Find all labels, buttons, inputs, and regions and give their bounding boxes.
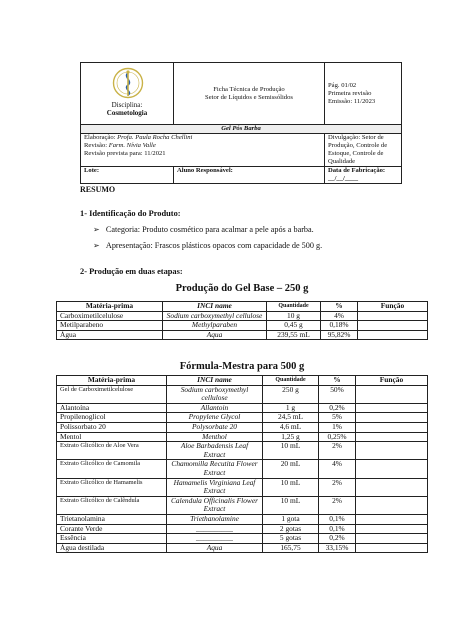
- inci-cell: Menthol: [167, 432, 263, 442]
- inci-cell: Aqua: [163, 330, 267, 340]
- percent-cell: 4%: [321, 311, 358, 321]
- function-cell: [356, 460, 428, 478]
- divulgation: Divulgação: Setor de Produção, Controle de Estoque, Controle de Qualidade: [325, 134, 402, 167]
- inci-cell: Sodium carboxymethyl cellulose: [167, 385, 263, 403]
- function-cell: [356, 422, 428, 432]
- function-cell: [356, 478, 428, 496]
- percent-cell: 33,15%: [319, 543, 356, 553]
- page-number: Pág. 01/02: [328, 81, 357, 89]
- function-cell: [356, 524, 428, 534]
- table-row: [57, 311, 428, 321]
- inci-cell: Hamamelis Virginiana Leaf Extract: [167, 478, 263, 496]
- discipline-name: Cosmetologia: [106, 109, 148, 117]
- col-percent: %: [319, 376, 356, 386]
- presentation-text: Apresentação: Frascos plásticos opacos com capacidade de 500 g.: [105, 241, 323, 250]
- header-table: [80, 62, 402, 184]
- center-title-cell: [174, 63, 325, 125]
- inci-cell: Sodium carboxymethyl cellulose: [163, 311, 267, 321]
- materia-cell: Gel de Carboximetilcelulose: [57, 385, 167, 403]
- category-text: Categoria: Produto cosmético para acalmar a pele após a barba.: [105, 225, 314, 234]
- quantity-cell: 2 gotas: [263, 524, 319, 534]
- quantity-cell: 5 gotas: [263, 534, 319, 544]
- percent-cell: 0,2%: [319, 534, 356, 544]
- function-cell: [358, 321, 428, 331]
- table-row: [57, 496, 428, 514]
- function-cell: [356, 496, 428, 514]
- function-cell: [356, 432, 428, 442]
- quantity-cell: 0,45 g: [267, 321, 321, 331]
- materia-cell: Extrato Glicólico de Aloe Vera: [57, 442, 167, 460]
- percent-cell: 0,1%: [319, 524, 356, 534]
- logo-cell: [81, 63, 174, 125]
- materia-cell: Metilparabeno: [57, 321, 163, 331]
- percent-cell: 1%: [319, 422, 356, 432]
- col-funcao: Função: [356, 376, 428, 386]
- reviewer-name: Farm. Nívia Valle: [108, 142, 156, 149]
- inci-cell: Aloe Barbadensis Leaf Extract: [167, 442, 263, 460]
- responsible-label: Aluno Responsável:: [174, 167, 325, 184]
- bullet-category: [93, 224, 314, 234]
- elaboration-label: Elaboração:: [84, 134, 116, 141]
- gel-base-table: [56, 301, 428, 340]
- quantity-cell: 1,25 g: [263, 432, 319, 442]
- elaboration-name: Profa. Paula Rocha Chellini: [117, 134, 193, 141]
- function-cell: [358, 330, 428, 340]
- discipline-label: Disciplina:: [111, 101, 143, 109]
- materia-cell: Água: [57, 330, 163, 340]
- quantity-cell: 165,75: [263, 543, 319, 553]
- materia-cell: Extrato Glicólico de Hamamelis: [57, 478, 167, 496]
- col-quantidade: Quantidade: [267, 302, 321, 312]
- function-cell: [356, 534, 428, 544]
- function-cell: [356, 442, 428, 460]
- percent-cell: 50%: [319, 385, 356, 403]
- percent-cell: 2%: [319, 478, 356, 496]
- percent-cell: 5%: [319, 413, 356, 423]
- quantity-cell: 20 mL: [263, 460, 319, 478]
- quantity-cell: 10 mL: [263, 478, 319, 496]
- table-row: [57, 422, 428, 432]
- materia-cell: Mentol: [57, 432, 167, 442]
- table-row: [57, 534, 428, 544]
- quantity-cell: 24,5 mL: [263, 413, 319, 423]
- function-cell: [356, 413, 428, 423]
- page-info-cell: [325, 63, 402, 125]
- col-inci: INCI name: [163, 302, 267, 312]
- quantity-cell: 1 g: [263, 403, 319, 413]
- inci-cell: Aqua: [167, 543, 263, 553]
- quantity-cell: 10 mL: [263, 442, 319, 460]
- percent-cell: 0,18%: [321, 321, 358, 331]
- lote-label: Lote:: [81, 167, 174, 184]
- function-cell: [356, 403, 428, 413]
- materia-cell: Propilenoglicol: [57, 413, 167, 423]
- inci-cell: Calendula Officinalis Flower Extract: [167, 496, 263, 514]
- table2-title: Fórmula-Mestra para 500 g: [179, 361, 305, 372]
- section-1-heading: 1- Identificação do Produto:: [80, 209, 181, 218]
- col-inci: INCI name: [167, 376, 263, 386]
- inci-cell: Chamomilla Recutita Flower Extract: [167, 460, 263, 478]
- inci-cell: Triethanolamine: [167, 514, 263, 524]
- inci-cell: Methylparaben: [163, 321, 267, 331]
- next-revision: Revisão prevista para: 11/2021: [84, 150, 166, 157]
- col-funcao: Função: [358, 302, 428, 312]
- percent-cell: 2%: [319, 442, 356, 460]
- table-row: [57, 543, 428, 553]
- materia-cell: Extrato Glicólico de Calêndula: [57, 496, 167, 514]
- section-2-heading: 2- Produção em duas etapas:: [80, 267, 183, 276]
- table-row: [57, 385, 428, 403]
- percent-cell: 4%: [319, 460, 356, 478]
- inci-cell: Polysorbate 20: [167, 422, 263, 432]
- table-row: [57, 478, 428, 496]
- table-row: [57, 403, 428, 413]
- emission-date: Emissão: 11/2023: [328, 97, 376, 105]
- quantity-cell: 239,55 mL: [267, 330, 321, 340]
- quantity-cell: 250 g: [263, 385, 319, 403]
- quantity-cell: 1 gota: [263, 514, 319, 524]
- table-row: [57, 460, 428, 478]
- bullet-presentation: [93, 240, 322, 250]
- arrow-bullet-icon: ➢: [93, 225, 100, 234]
- percent-cell: 0,2%: [319, 403, 356, 413]
- function-cell: [356, 514, 428, 524]
- revision-label: Primeira revisão: [328, 89, 372, 97]
- materia-cell: Corante Verde: [57, 524, 167, 534]
- fabrication-date: Data de Fabricação: __/__/____: [325, 167, 402, 184]
- revision-label-2: Revisão:: [84, 142, 108, 149]
- materia-cell: Trietanolamina: [57, 514, 167, 524]
- inci-cell: __________: [167, 534, 263, 544]
- quantity-cell: 4,6 mL: [263, 422, 319, 432]
- inci-cell: Allantoin: [167, 403, 263, 413]
- materia-cell: Água destilada: [57, 543, 167, 553]
- col-materia: Matéria-prima: [57, 376, 167, 386]
- materia-cell: Alantoína: [57, 403, 167, 413]
- inci-cell: __________: [167, 524, 263, 534]
- percent-cell: 0,1%: [319, 514, 356, 524]
- sector-title: Setor de Líquidos e Semissólidos: [205, 93, 293, 101]
- quantity-cell: 10 mL: [263, 496, 319, 514]
- col-quantidade: Quantidade: [263, 376, 319, 386]
- table-row: [57, 321, 428, 331]
- materia-cell: Carboximetilcelulose: [57, 311, 163, 321]
- col-materia: Matéria-prima: [57, 302, 163, 312]
- table-row: [57, 514, 428, 524]
- materia-cell: Polissorbato 20: [57, 422, 167, 432]
- resumo-heading: RESUMO: [80, 185, 116, 194]
- materia-cell: Essência: [57, 534, 167, 544]
- function-cell: [356, 543, 428, 553]
- table-row: [57, 442, 428, 460]
- university-seal-icon: [112, 67, 144, 101]
- materia-cell: Extrato Glicólico de Camomila: [57, 460, 167, 478]
- percent-cell: 95,82%: [321, 330, 358, 340]
- function-cell: [358, 311, 428, 321]
- function-cell: [356, 385, 428, 403]
- arrow-bullet-icon: ➢: [93, 241, 100, 250]
- col-percent: %: [321, 302, 358, 312]
- author-cell: [81, 134, 325, 167]
- percent-cell: 0,25%: [319, 432, 356, 442]
- table1-title: Produção do Gel Base – 250 g: [175, 283, 309, 294]
- sheet-title: Ficha Técnica de Produção: [213, 85, 285, 93]
- master-formula-table: [56, 375, 428, 553]
- table-row: [57, 413, 428, 423]
- table-row: [57, 524, 428, 534]
- quantity-cell: 10 g: [267, 311, 321, 321]
- product-name: Gel Pós Barba: [81, 125, 402, 134]
- percent-cell: 2%: [319, 496, 356, 514]
- table-row: [57, 330, 428, 340]
- inci-cell: Propylene Glycol: [167, 413, 263, 423]
